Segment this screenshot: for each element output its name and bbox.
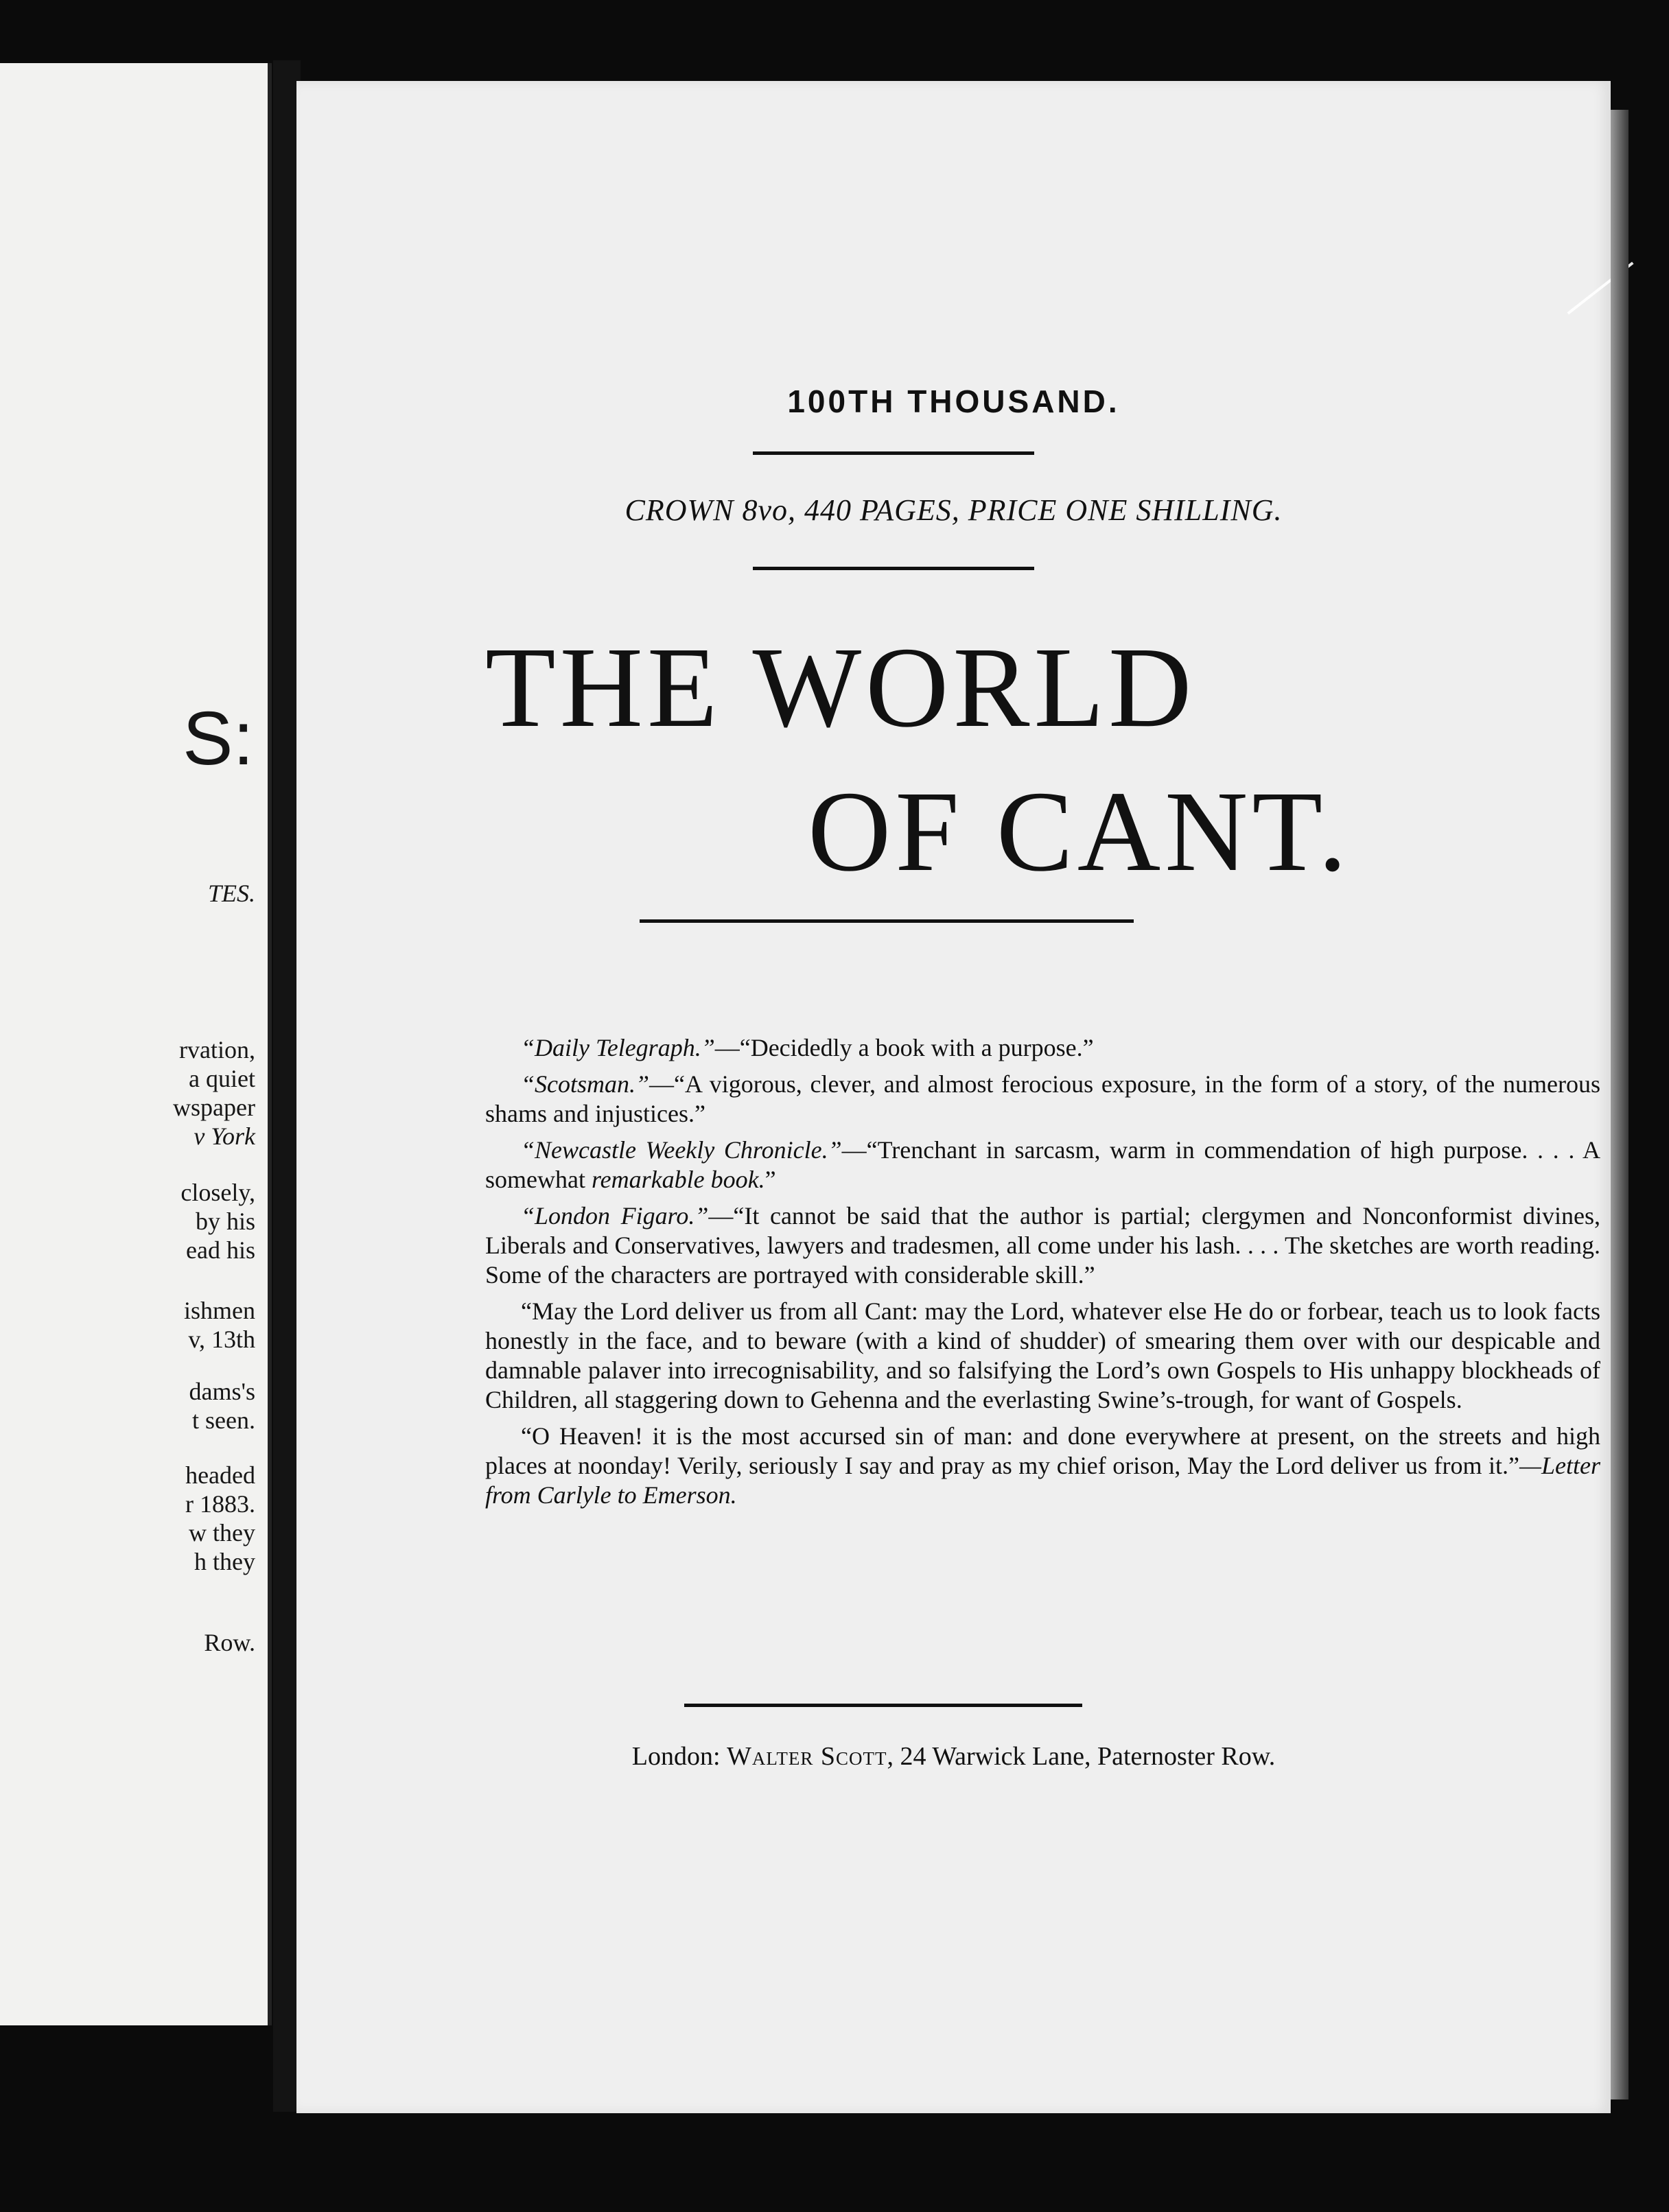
review-source: “London Figaro.” (521, 1202, 709, 1229)
review-text: —“A vigorous, clever, and almost ferocious exposure, in the form of a story, of the numerous shams and injustices.” (485, 1070, 1600, 1127)
facing-page-line: h they (194, 1548, 255, 1575)
facing-page-heading-fragment: TES. (207, 880, 255, 907)
carlyle-quote-paragraph: “May the Lord deliver us from all Cant: may the Lord, whatever else He do or forbear, teach us to look facts honestly in the face, and to beware (with a kind of shudder) of smearing them over with our despicable and damnable palaver into irrecognisability, and so falsifying the Lord’s own Gospels to His unhappy blockheads of Children, all staggering down to Gehenna and the everlasting Swine’s-trough, for want of Gospels. (485, 1297, 1600, 1413)
review-text-tail: ” (765, 1166, 776, 1193)
facing-page-line: by his (195, 1208, 255, 1235)
facing-page-line: ead his (186, 1236, 255, 1264)
review-paragraph (485, 1136, 1600, 1195)
publisher-imprint (296, 1741, 1611, 1772)
carlyle-quote-text: “O Heaven! it is the most accursed sin of man: and done everywhere at present, on the streets and high places at noonday! Verily, seriously I say and pray as my chief orison, May the Lord deliver us from it.” (485, 1422, 1600, 1479)
facing-page-line: headed (185, 1461, 255, 1489)
review-text: —“It cannot be said that the author is partial; clergymen and Nonconformist divines, Liberals and Conservatives, lawyers and tradesmen, all come under his lash. . . . The sketches are worth reading. Some of the characters are portrayed with considerable skill.” (485, 1202, 1601, 1289)
facing-page-line: dams's (189, 1378, 255, 1405)
review-text: —“Decidedly a book with a purpose.” (714, 1034, 1094, 1061)
review-source: “Newcastle Weekly Chronicle.” (521, 1136, 842, 1164)
review-source: “Daily Telegraph.” (521, 1034, 715, 1061)
format-price-line: CROWN 8vo, 440 PAGES, PRICE ONE SHILLING. (625, 493, 1283, 527)
review-text: —“Trenchant in sarcasm, warm in commendation of high purpose. . . . A somewhat (485, 1136, 1601, 1193)
facing-page-line: w they (189, 1519, 255, 1546)
book-title-line-2: OF CANT. (808, 768, 1351, 895)
imprint-prefix: London: (631, 1742, 727, 1771)
facing-page-line: a quiet (189, 1065, 255, 1092)
facing-page-line: v York (194, 1122, 255, 1150)
facing-page-line: Row. (204, 1629, 255, 1656)
edition-heading: 100TH THOUSAND. (787, 384, 1120, 419)
facing-page-line: r 1883. (185, 1490, 255, 1518)
carlyle-attribution: —Letter from Carlyle to Emerson. (485, 1452, 1600, 1509)
divider-rule (753, 451, 1034, 455)
page-edge-shadow (1611, 110, 1629, 2099)
divider-rule (640, 919, 1134, 923)
facing-page-line: wspaper (173, 1094, 255, 1121)
divider-rule (684, 1704, 1082, 1707)
divider-rule (753, 567, 1034, 570)
facing-page-line: closely, (180, 1179, 255, 1206)
review-paragraph (485, 1201, 1600, 1290)
carlyle-quote-paragraph (485, 1422, 1600, 1510)
facing-page-line: rvation, (179, 1036, 255, 1063)
facing-page-fragment (0, 63, 272, 2025)
facing-page-line: v, 13th (188, 1326, 255, 1353)
facing-page-line: t seen. (192, 1407, 255, 1434)
facing-page-big-letter: S: (183, 696, 254, 781)
review-paragraph (485, 1033, 1600, 1063)
review-source: “Scotsman.” (521, 1070, 650, 1098)
book-title-line-1: THE WORLD (485, 624, 1196, 751)
review-emphasis: remarkable book. (591, 1166, 765, 1193)
title-page (296, 81, 1611, 2113)
publisher-name: Walter Scott (727, 1742, 887, 1771)
facing-page-line: ishmen (184, 1297, 255, 1324)
review-paragraph (485, 1070, 1600, 1129)
press-reviews (485, 1033, 1600, 1517)
imprint-address: , 24 Warwick Lane, Paternoster Row. (887, 1742, 1276, 1771)
